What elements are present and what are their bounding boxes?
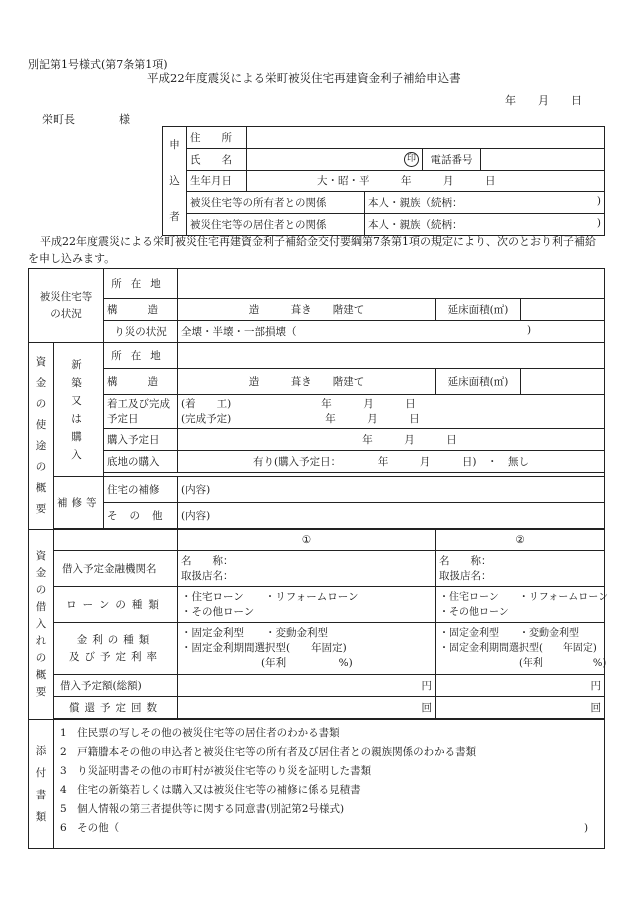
loan-header-blank <box>54 530 178 551</box>
repay-count-field-2[interactable]: 回 <box>436 697 605 719</box>
new-structure-label: 構造 <box>104 369 178 395</box>
loan-label: 資金の借入れの概要 <box>29 530 54 720</box>
land-purchase-label: 底地の購入 <box>104 451 178 473</box>
institution-field-1[interactable]: 名 称： 取扱店名： <box>178 551 436 587</box>
damaged-floor-area-field[interactable] <box>521 299 605 321</box>
damaged-structure-label: 構造 <box>104 299 178 321</box>
addressee: 栄町長 様 <box>42 113 130 126</box>
address-field[interactable] <box>247 127 605 149</box>
new-purchase-label: 新築又は購入 <box>54 343 104 477</box>
damaged-structure-field[interactable]: 造 葺き 階建て <box>178 299 436 321</box>
damaged-floor-area-label: 延床面積(㎡) <box>436 299 521 321</box>
applicant-table <box>162 126 605 236</box>
name-label: 氏 名 <box>187 148 247 170</box>
amount-field-1[interactable]: 円 <box>178 675 436 697</box>
loan-col2-header: ② <box>436 530 605 551</box>
attachment-item: 6 その他（ ) <box>60 822 589 834</box>
owner-relation-label: 被災住宅等の所有者との関係 <box>187 192 365 214</box>
intro-text: 平成22年度震災による栄町被災住宅再建資金利子補給金交付要綱第7条第1項の規定により、次のとおり利子補給を申し込みます。 <box>28 235 596 265</box>
repair-label: 補修等 <box>54 477 104 529</box>
phone-label: 電話番号 <box>423 148 481 170</box>
form-number: 別記第1号様式(第7条第1項) <box>28 58 168 71</box>
loan-type-field-1[interactable]: ・住宅ローン ・リフォームローン ・その他ローン <box>178 587 436 623</box>
other-repair-field[interactable]: (内容) <box>178 503 605 529</box>
birth-label: 生年月日 <box>187 170 247 192</box>
purchase-date-field[interactable]: 年 月 日 <box>178 429 605 451</box>
applicant-side-label: 申込者 <box>163 127 187 236</box>
attachment-item: 4 住宅の新築若しくは購入又は被災住宅等の補修に係る見積書 <box>60 784 361 796</box>
date-line: 年 月 日 <box>505 94 582 107</box>
repay-count-field-1[interactable]: 回 <box>178 697 436 719</box>
loan-type-label: ローンの種類 <box>54 587 178 623</box>
loan-type-field-2[interactable]: ・住宅ローン ・リフォームローン ・その他ローン <box>436 587 605 623</box>
purchase-date-label: 購入予定日 <box>104 429 178 451</box>
page-title: 平成22年度震災による栄町被災住宅再建資金利子補給申込書 <box>147 71 461 85</box>
main-table <box>28 268 609 849</box>
institution-field-2[interactable]: 名 称： 取扱店名： <box>436 551 605 587</box>
resident-relation-field[interactable]: 本人・親族（続柄： ) <box>365 214 605 236</box>
start-complete-field[interactable]: (着 工) 年 月 日 (完成予定) 年 月 日 <box>178 395 605 429</box>
resident-relation-label: 被災住宅等の居住者との関係 <box>187 214 365 236</box>
disaster-status-field[interactable]: 全壊・半壊・一部損壊（ ) <box>178 321 605 343</box>
attachment-item: 2 戸籍謄本その他の申込者と被災住宅等の所有者及び居住者との親族関係のわかる書類 <box>60 746 477 758</box>
new-floor-area-label: 延床面積(㎡) <box>436 369 521 395</box>
amount-field-2[interactable]: 円 <box>436 675 605 697</box>
new-location-label: 所在地 <box>104 343 178 369</box>
attachment-item: 5 個人情報の第三者提供等に関する同意書(別記第2号様式) <box>60 803 345 815</box>
owner-relation-field[interactable]: 本人・親族（続柄： ) <box>365 192 605 214</box>
birth-field[interactable]: 大・昭・平 年 月 日 <box>247 170 605 192</box>
rate-field-2[interactable]: ・固定金利型 ・変動金利型 ・固定金利期間選択型( 年固定) (年利 %) <box>436 623 605 675</box>
new-floor-area-field[interactable] <box>521 369 605 395</box>
attachments-list <box>54 720 605 849</box>
address-label: 住 所 <box>187 127 247 149</box>
start-complete-label: 着工及び完成予定日 <box>104 395 178 429</box>
fund-use-label: 資金の使途の概要 <box>29 343 54 530</box>
phone-field[interactable] <box>481 148 605 170</box>
damaged-location-label: 所在地 <box>104 269 178 299</box>
house-repair-field[interactable]: (内容) <box>178 477 605 503</box>
repay-count-label: 償還予定回数 <box>54 697 178 719</box>
name-field[interactable] <box>247 148 423 170</box>
loan-col1-header: ① <box>178 530 436 551</box>
disaster-status-label: り災の状況 <box>104 321 178 343</box>
attachment-item: 1 住民票の写しその他の被災住宅等の居住者のわかる書類 <box>60 727 340 739</box>
damaged-location-field[interactable] <box>178 269 605 299</box>
attachments-label: 添付書類 <box>29 720 54 849</box>
new-structure-field[interactable]: 造 葺き 階建て <box>178 369 436 395</box>
house-repair-label: 住宅の補修 <box>104 477 178 503</box>
rate-label: 金利の種類 及び予定利率 <box>54 623 178 675</box>
other-repair-label: その他 <box>104 503 178 529</box>
attachment-item: 3 り災証明書その他の市町村が被災住宅等のり災を証明した書類 <box>60 765 372 777</box>
amount-label: 借入予定額(総額) <box>54 675 178 697</box>
land-purchase-field[interactable]: 有り(購入予定日： 年 月 日) ・ 無し <box>178 451 605 473</box>
rate-field-1[interactable]: ・固定金利型 ・変動金利型 ・固定金利期間選択型( 年固定) (年利 %) <box>178 623 436 675</box>
new-location-field[interactable] <box>178 343 605 369</box>
seal-icon: 印 <box>404 152 419 167</box>
institution-label: 借入予定金融機関名 <box>54 551 178 587</box>
damaged-label: 被災住宅等の状況 <box>29 269 104 343</box>
